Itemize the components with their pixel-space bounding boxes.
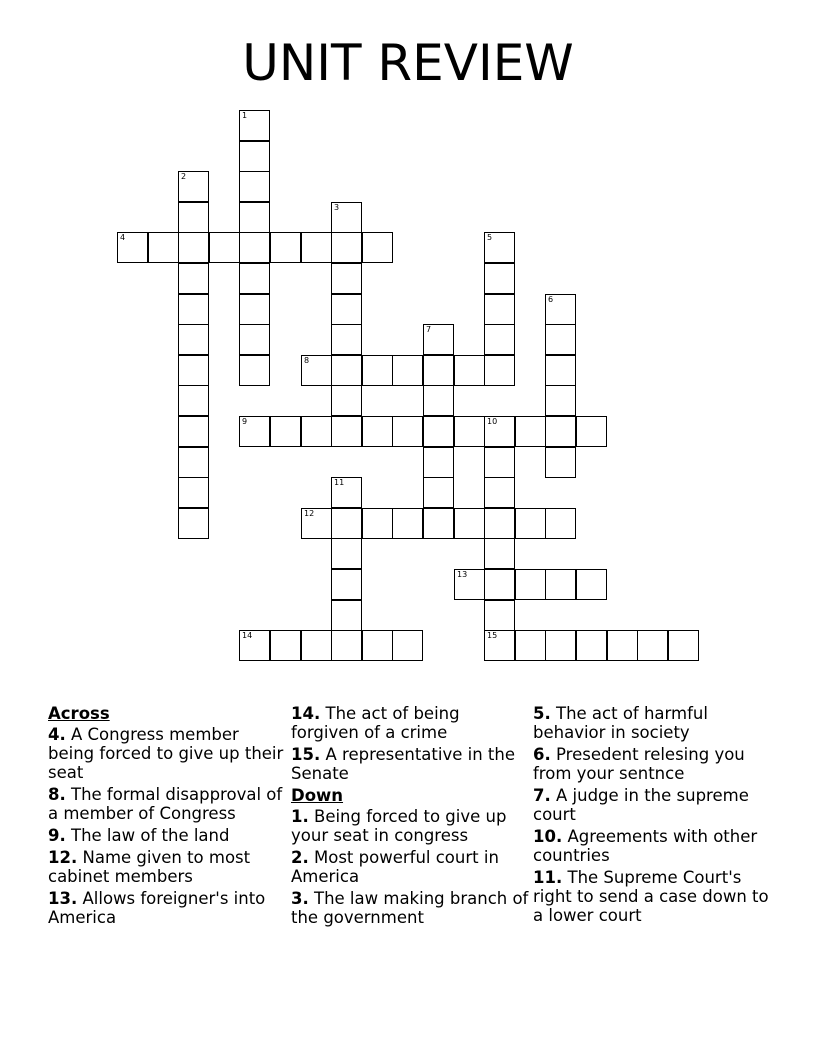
grid-cell[interactable] — [301, 416, 332, 447]
grid-cell[interactable] — [239, 110, 270, 141]
clue-down-7: 7. A judge in the supreme court — [533, 786, 749, 824]
clue-across-8: 8. The formal disapproval of a member of Congress — [48, 785, 283, 823]
grid-cell[interactable] — [484, 630, 515, 661]
grid-cell[interactable] — [178, 385, 209, 416]
grid-cell[interactable] — [239, 263, 270, 294]
grid-cell[interactable] — [178, 202, 209, 233]
cell-number: 4 — [120, 233, 126, 242]
grid-cell[interactable] — [454, 355, 485, 386]
clue-across-14: 14. The act of being forgiven of a crime — [291, 704, 460, 742]
clue-down-11: 11. The Supreme Court's right to send a case down to a lower court — [533, 868, 769, 925]
grid-cell[interactable] — [576, 569, 607, 600]
cell-number: 1 — [242, 111, 248, 120]
grid-cell[interactable] — [178, 171, 209, 202]
grid-cell[interactable] — [392, 508, 423, 539]
across-heading: Across — [48, 704, 110, 723]
grid-cell[interactable] — [239, 324, 270, 355]
clue-across-4: 4. A Congress member being forced to give up their seat — [48, 725, 284, 782]
clue-down-1: 1. Being forced to give up your seat in congress — [291, 807, 507, 845]
cell-number: 8 — [304, 356, 310, 365]
grid-cell[interactable] — [545, 416, 576, 447]
grid-cell[interactable] — [545, 569, 576, 600]
grid-cell[interactable] — [239, 232, 270, 263]
grid-cell[interactable] — [239, 416, 270, 447]
grid-cell[interactable] — [117, 232, 148, 263]
grid-cell[interactable] — [148, 232, 179, 263]
grid-cell[interactable] — [362, 508, 393, 539]
cell-number: 5 — [487, 233, 493, 242]
grid-cell[interactable] — [331, 202, 362, 233]
grid-cell[interactable] — [362, 232, 393, 263]
grid-cell[interactable] — [484, 600, 515, 631]
clue-across-12: 12. Name given to most cabinet members — [48, 848, 251, 886]
grid-cell[interactable] — [239, 171, 270, 202]
grid-cell[interactable] — [239, 630, 270, 661]
clue-column-2 — [291, 704, 531, 930]
grid-cell[interactable] — [515, 630, 546, 661]
grid-cell[interactable] — [331, 294, 362, 325]
grid-cell[interactable] — [301, 232, 332, 263]
grid-cell[interactable] — [331, 385, 362, 416]
grid-cell[interactable] — [668, 630, 699, 661]
grid-cell[interactable] — [545, 324, 576, 355]
grid-cell[interactable] — [484, 294, 515, 325]
grid-cell[interactable] — [545, 447, 576, 478]
grid-cell[interactable] — [484, 538, 515, 569]
grid-cell[interactable] — [270, 232, 301, 263]
grid-cell[interactable] — [178, 416, 209, 447]
grid-cell[interactable] — [239, 141, 270, 172]
page-title: UNIT REVIEW — [242, 34, 574, 92]
grid-cell[interactable] — [331, 263, 362, 294]
grid-cell[interactable] — [270, 630, 301, 661]
grid-cell[interactable] — [239, 294, 270, 325]
grid-cell[interactable] — [301, 630, 332, 661]
grid-cell[interactable] — [239, 355, 270, 386]
cell-number: 6 — [548, 295, 554, 304]
grid-cell[interactable] — [392, 355, 423, 386]
grid-cell[interactable] — [484, 416, 515, 447]
grid-cell[interactable] — [178, 294, 209, 325]
grid-cell[interactable] — [423, 355, 454, 386]
grid-cell[interactable] — [423, 447, 454, 478]
clue-down-10: 10. Agreements with other countries — [533, 827, 758, 865]
grid-cell[interactable] — [545, 294, 576, 325]
grid-cell[interactable] — [178, 447, 209, 478]
cell-number: 10 — [487, 417, 498, 426]
grid-cell[interactable] — [484, 569, 515, 600]
grid-cell[interactable] — [178, 324, 209, 355]
clue-column-1 — [48, 704, 288, 930]
grid-cell[interactable] — [178, 477, 209, 508]
grid-cell[interactable] — [484, 447, 515, 478]
clue-column-3 — [533, 704, 773, 928]
grid-cell[interactable] — [423, 324, 454, 355]
grid-cell[interactable] — [331, 416, 362, 447]
cell-number: 7 — [426, 325, 432, 334]
grid-cell[interactable] — [484, 324, 515, 355]
grid-cell[interactable] — [392, 416, 423, 447]
grid-cell[interactable] — [331, 569, 362, 600]
cell-number: 11 — [334, 478, 345, 487]
grid-cell[interactable] — [178, 355, 209, 386]
grid-cell[interactable] — [545, 385, 576, 416]
clue-down-2: 2. Most powerful court in America — [291, 848, 499, 886]
grid-cell[interactable] — [178, 508, 209, 539]
grid-cell[interactable] — [454, 569, 485, 600]
grid-cell[interactable] — [484, 508, 515, 539]
grid-cell[interactable] — [331, 630, 362, 661]
grid-cell[interactable] — [209, 232, 240, 263]
cell-number: 9 — [242, 417, 248, 426]
grid-cell[interactable] — [576, 416, 607, 447]
grid-cell[interactable] — [301, 508, 332, 539]
grid-cell[interactable] — [423, 508, 454, 539]
grid-cell[interactable] — [454, 508, 485, 539]
cell-number: 2 — [181, 172, 187, 181]
grid-cell[interactable] — [301, 355, 332, 386]
cell-number: 14 — [242, 631, 253, 640]
grid-cell[interactable] — [362, 416, 393, 447]
grid-cell[interactable] — [392, 630, 423, 661]
grid-cell[interactable] — [515, 508, 546, 539]
grid-cell[interactable] — [178, 232, 209, 263]
grid-cell[interactable] — [331, 600, 362, 631]
grid-cell[interactable] — [331, 477, 362, 508]
grid-cell[interactable] — [484, 232, 515, 263]
grid-cell[interactable] — [515, 416, 546, 447]
grid-cell[interactable] — [423, 477, 454, 508]
grid-cell[interactable] — [454, 416, 485, 447]
grid-cell[interactable] — [423, 416, 454, 447]
cell-number: 15 — [487, 631, 498, 640]
down-heading: Down — [291, 786, 344, 805]
grid-cell[interactable] — [331, 324, 362, 355]
grid-cell[interactable] — [545, 630, 576, 661]
grid-cell[interactable] — [545, 355, 576, 386]
grid-cell[interactable] — [484, 355, 515, 386]
grid-cell[interactable] — [178, 263, 209, 294]
clue-across-15: 15. A representative in the Senate — [291, 745, 516, 783]
grid-cell[interactable] — [576, 630, 607, 661]
grid-cell[interactable] — [239, 202, 270, 233]
cell-number: 13 — [457, 570, 468, 579]
grid-cell[interactable] — [270, 416, 301, 447]
grid-cell[interactable] — [362, 355, 393, 386]
clue-across-9: 9. The law of the land — [48, 826, 230, 845]
grid-cell[interactable] — [331, 538, 362, 569]
grid-cell[interactable] — [362, 630, 393, 661]
grid-cell[interactable] — [423, 385, 454, 416]
grid-cell[interactable] — [484, 477, 515, 508]
grid-cell[interactable] — [331, 355, 362, 386]
grid-cell[interactable] — [607, 630, 638, 661]
grid-cell[interactable] — [331, 232, 362, 263]
grid-cell[interactable] — [331, 508, 362, 539]
clue-down-6: 6. Presedent relesing you from your sentnce — [533, 745, 745, 783]
grid-cell[interactable] — [545, 508, 576, 539]
grid-cell[interactable] — [637, 630, 668, 661]
clue-down-5: 5. The act of harmful behavior in society — [533, 704, 708, 742]
clue-down-3: 3. The law making branch of the government — [291, 889, 529, 927]
grid-cell[interactable] — [515, 569, 546, 600]
cell-number: 3 — [334, 203, 340, 212]
cell-number: 12 — [304, 509, 315, 518]
grid-cell[interactable] — [484, 263, 515, 294]
clue-across-13: 13. Allows foreigner's into America — [48, 889, 266, 927]
